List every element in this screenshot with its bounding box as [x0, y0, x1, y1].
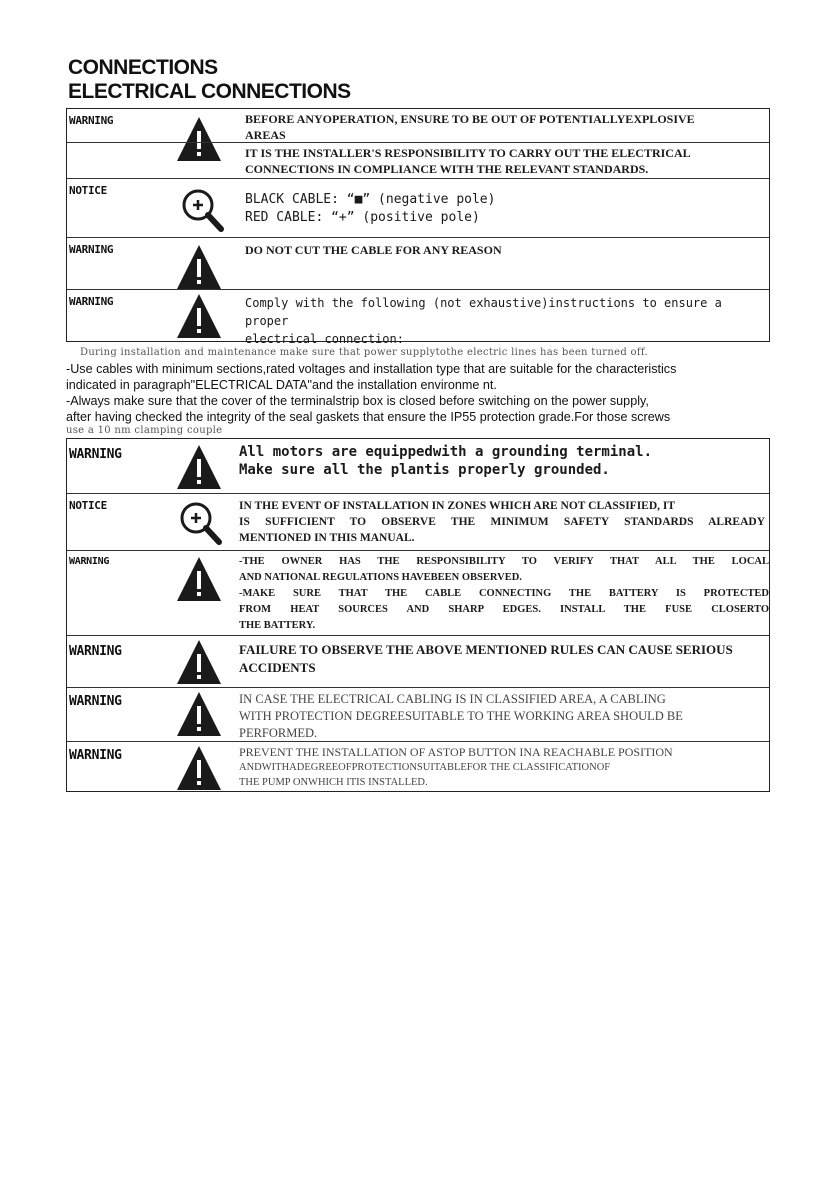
row-label: WARNING	[69, 447, 122, 462]
page-title: CONNECTIONS	[68, 56, 218, 79]
row-text: FAILURE TO OBSERVE THE ABOVE MENTIONED RULES CAN CAUSE SERIOUS ACCIDENTS	[239, 642, 733, 675]
instructions-block	[66, 345, 778, 437]
warning-triangle-icon	[175, 443, 223, 491]
row-text: IN THE EVENT OF INSTALLATION IN ZONES WHICH ARE NOT CLASSIFIED, IT IS SUFFICIENT TO OBSERVE THE MINIMUM SAFETY STANDARDS ALREADY MENTIONED IN THIS MANUAL.	[239, 500, 765, 544]
table-row	[67, 635, 769, 687]
row-text: Comply with the following (not exhaustive)instructions to ensure a proper electrical connection:	[245, 296, 722, 346]
warning-triangle-icon	[175, 638, 223, 686]
warning-triangle-icon	[175, 744, 223, 792]
instruction-line: after having checked the integrity of the seal gaskets that ensure the IP55 protection grade.For those screws	[66, 410, 671, 424]
warning-triangle-icon	[175, 555, 223, 603]
table-row	[67, 493, 769, 550]
warning-table-2	[66, 438, 770, 792]
section-title: ELECTRICAL CONNECTIONS	[68, 80, 351, 103]
row-text: BEFORE ANYOPERATION, ENSURE TO BE OUT OF POTENTIALLYEXPLOSIVE AREAS	[245, 112, 695, 142]
row-label: WARNING	[69, 694, 122, 709]
warning-triangle-icon	[175, 292, 223, 340]
row-text: IT IS THE INSTALLER'S RESPONSIBILITY TO CARRY OUT THE ELECTRICAL CONNECTIONS IN COMPLIANCE WITH THE RELEVANT STANDARDS.	[245, 146, 691, 176]
row-label: WARNING	[69, 556, 110, 567]
table-row	[67, 439, 769, 493]
warning-triangle-icon	[175, 243, 223, 291]
instruction-line: During installation and maintenance make sure that power supplytothe electric lines has been turned off.	[80, 347, 648, 358]
table-row	[67, 178, 769, 237]
warning-triangle-icon	[175, 690, 223, 738]
instruction-line: -Use cables with minimum sections,rated voltages and installation type that are suitable for the characteristics	[66, 362, 677, 376]
row-label: NOTICE	[69, 184, 107, 197]
magnifier-plus-icon	[177, 499, 225, 547]
row-label: WARNING	[69, 748, 122, 763]
row-label: WARNING	[69, 644, 122, 659]
table-row	[67, 109, 769, 142]
row-label: WARNING	[69, 243, 114, 256]
row-text: BLACK CABLE: “■” (negative pole) RED CABLE: “+” (positive pole)	[245, 192, 496, 225]
table-row	[67, 142, 769, 178]
table-row	[67, 289, 769, 346]
table-row	[67, 550, 769, 635]
row-text: DO NOT CUT THE CABLE FOR ANY REASON	[245, 243, 502, 257]
instruction-line: indicated in paragraph"ELECTRICAL DATA"and the installation environme nt.	[66, 378, 497, 392]
instruction-line: use a 10 nm clamping couple	[66, 425, 223, 436]
row-text: IN CASE THE ELECTRICAL CABLING IS IN CLASSIFIED AREA, A CABLING WITH PROTECTION DEGREESUITABLE TO THE WORKING AREA SHOULD BE PERFORMED.	[239, 692, 683, 740]
row-text: All motors are equippedwith a grounding terminal. Make sure all the plantis properly grounded.	[239, 444, 653, 478]
magnifier-plus-icon	[179, 186, 227, 234]
row-text: -THE OWNER HAS THE RESPONSIBILITY TO VERIFY THAT ALL THE LOCAL AND NATIONAL REGULATIONS HAVEBEEN OBSERVED. -MAKE SURE THAT THE CABLE CONNECTING THE BATTERY IS PROTECTED FROM HEAT SOURCES AND SHARP EDGES. INSTALL THE FUSE CLOSERTO THE BATTERY.	[239, 556, 769, 631]
row-text: PREVENT THE INSTALLATION OF ASTOP BUTTON INA REACHABLE POSITION ANDWITHADEGREEOFPROTECTIONSUITABLEFOR THE CLASSIFICATIONOF THE PUMP ONWHICH ITIS INSTALLED.	[239, 745, 673, 788]
instruction-line: -Always make sure that the cover of the terminalstrip box is closed before switching on the power supply,	[66, 394, 649, 408]
table-row	[67, 237, 769, 289]
warning-table-1	[66, 108, 770, 346]
table-row	[67, 741, 769, 791]
table-row	[67, 687, 769, 741]
row-label: NOTICE	[69, 499, 107, 512]
row-label: WARNING	[69, 295, 114, 308]
row-label: WARNING	[69, 114, 114, 127]
